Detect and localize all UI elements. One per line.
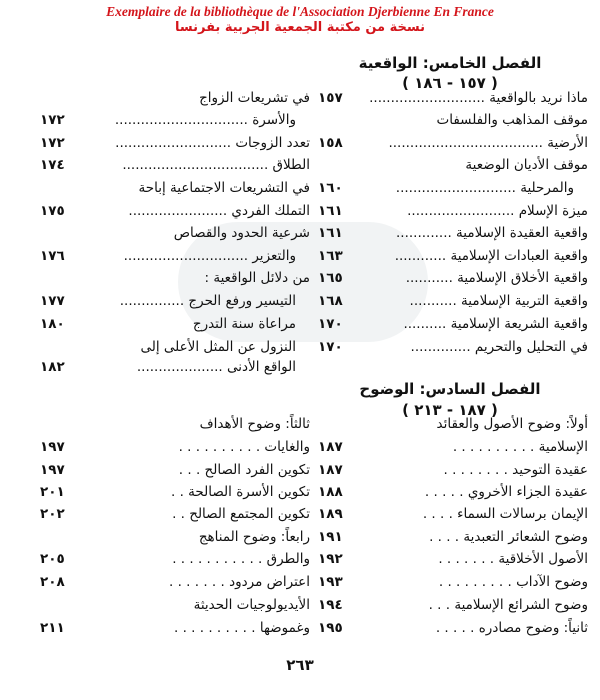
toc-entry: تعدد الزوجات ........................... ١٧٢ (40, 135, 310, 151)
toc-entry: التملك الفردي ....................... ١٧٥ (40, 203, 310, 219)
toc-entry: الأيديولوجيات الحديثة (193, 597, 310, 613)
toc-entry: اعتراض مردود . . . . . . . ٢٠٨ (40, 574, 310, 590)
chapter5-title: الفصل الخامس: الواقعية (358, 54, 542, 72)
library-stamp-latin: Exemplaire de la bibliothèque de l'Association Djerbienne En France (106, 4, 494, 19)
toc-entry: والمرحلية ............................ ١٦٠ (318, 180, 574, 196)
toc-entry: واقعية الأخلاق الإسلامية ........... ١٦٥ (318, 270, 588, 286)
toc-entry: مراعاة سنة التدرج ١٨٠ (40, 316, 296, 332)
toc-entry: ماذا نريد بالواقعية ........................... ١٥٧ (318, 90, 588, 106)
toc-entry: الإسلامية . . . . . . . . . . ١٨٧ (318, 439, 588, 455)
toc-entry: من دلائل الواقعية : (204, 270, 310, 286)
toc-entry: الواقع الأدنى .................... ١٨٢ (40, 359, 296, 375)
toc-entry: النزول عن المثل الأعلى إلى (140, 339, 296, 355)
page-number: ٢٦٣ (286, 656, 314, 674)
toc-entry: رابعاً: وضوح المناهج (198, 529, 310, 545)
toc-entry: تكوين الفرد الصالح . . . ١٩٧ (40, 462, 310, 478)
toc-entry: عقيدة التوحيد . . . . . . . . ١٨٧ (318, 462, 588, 478)
library-stamp-arabic: نسخة من مكتبة الجمعية الجربية بفرنسا (175, 20, 425, 35)
chapter6-left-column (40, 0, 310, 700)
toc-entry: وضوح الشرائع الإسلامية . . . ١٩٤ (318, 597, 588, 613)
toc-entry: ميزة الإسلام ......................... ١٦١ (318, 203, 588, 219)
toc-entry: وغموضها . . . . . . . . . . ٢١١ (40, 620, 310, 636)
chapter5-range: ( ١٥٧ - ١٨٦ ) (402, 74, 498, 92)
toc-entry: والطرق . . . . . . . . . . . ٢٠٥ (40, 551, 310, 567)
toc-entry: عقيدة الجزاء الأخروي . . . . . ١٨٨ (318, 484, 588, 500)
toc-entry: الطلاق .................................. ١٧٤ (40, 157, 310, 173)
chapter6-range: ( ١٨٧ - ٢١٣ ) (402, 401, 498, 419)
toc-entry: موقف المذاهب والفلسفات (436, 112, 588, 128)
toc-entry: واقعية العبادات الإسلامية ............ ١٦٣ (318, 248, 588, 264)
toc-entry: وضوح الآداب . . . . . . . . . ١٩٣ (318, 574, 588, 590)
toc-entry: الأرضية .................................... ١٥٨ (318, 135, 588, 151)
toc-entry: شرعية الحدود والقصاص (173, 225, 310, 241)
toc-entry: والغايات . . . . . . . . . . ١٩٧ (40, 439, 310, 455)
toc-entry: التيسير ورفع الحرج ............... ١٧٧ (40, 293, 296, 309)
toc-entry: أولاً: وضوح الأصول والعقائد (436, 416, 588, 432)
toc-entry: واقعية الشريعة الإسلامية .......... ١٧٠ (318, 316, 588, 332)
toc-entry: والتعزير ............................. ١٧٦ (40, 248, 296, 264)
toc-entry: موقف الأديان الوضعية (465, 157, 588, 173)
toc-entry: واقعية التربية الإسلامية ........... ١٦٨ (318, 293, 588, 309)
toc-entry: في التحليل والتحريم .............. ١٧٠ (318, 339, 588, 355)
toc-entry: والأسرة ............................... ١٧٢ (40, 112, 296, 128)
toc-entry: الأصول الأخلاقية . . . . . . . ١٩٢ (318, 551, 588, 567)
toc-entry: في تشريعات الزواج (199, 90, 310, 106)
chapter6-right-column (318, 0, 588, 700)
toc-entry: تكوين المجتمع الصالح . . ٢٠٢ (40, 506, 310, 522)
toc-entry: تكوين الأسرة الصالحة . . ٢٠١ (40, 484, 310, 500)
toc-entry: وضوح الشعائر التعبدية . . . . ١٩١ (318, 529, 588, 545)
toc-entry: ثانياً: وضوح مصادره . . . . . ١٩٥ (318, 620, 588, 636)
toc-entry: ثالثاً: وضوح الأهداف (199, 416, 310, 432)
toc-entry: في التشريعات الاجتماعية إباحة (138, 180, 310, 196)
toc-entry: الإيمان برسالات السماء . . . . ١٨٩ (318, 506, 588, 522)
toc-entry: واقعية العقيدة الإسلامية ............. ١٦١ (318, 225, 588, 241)
chapter6-title: الفصل السادس: الوضوح (359, 380, 541, 398)
